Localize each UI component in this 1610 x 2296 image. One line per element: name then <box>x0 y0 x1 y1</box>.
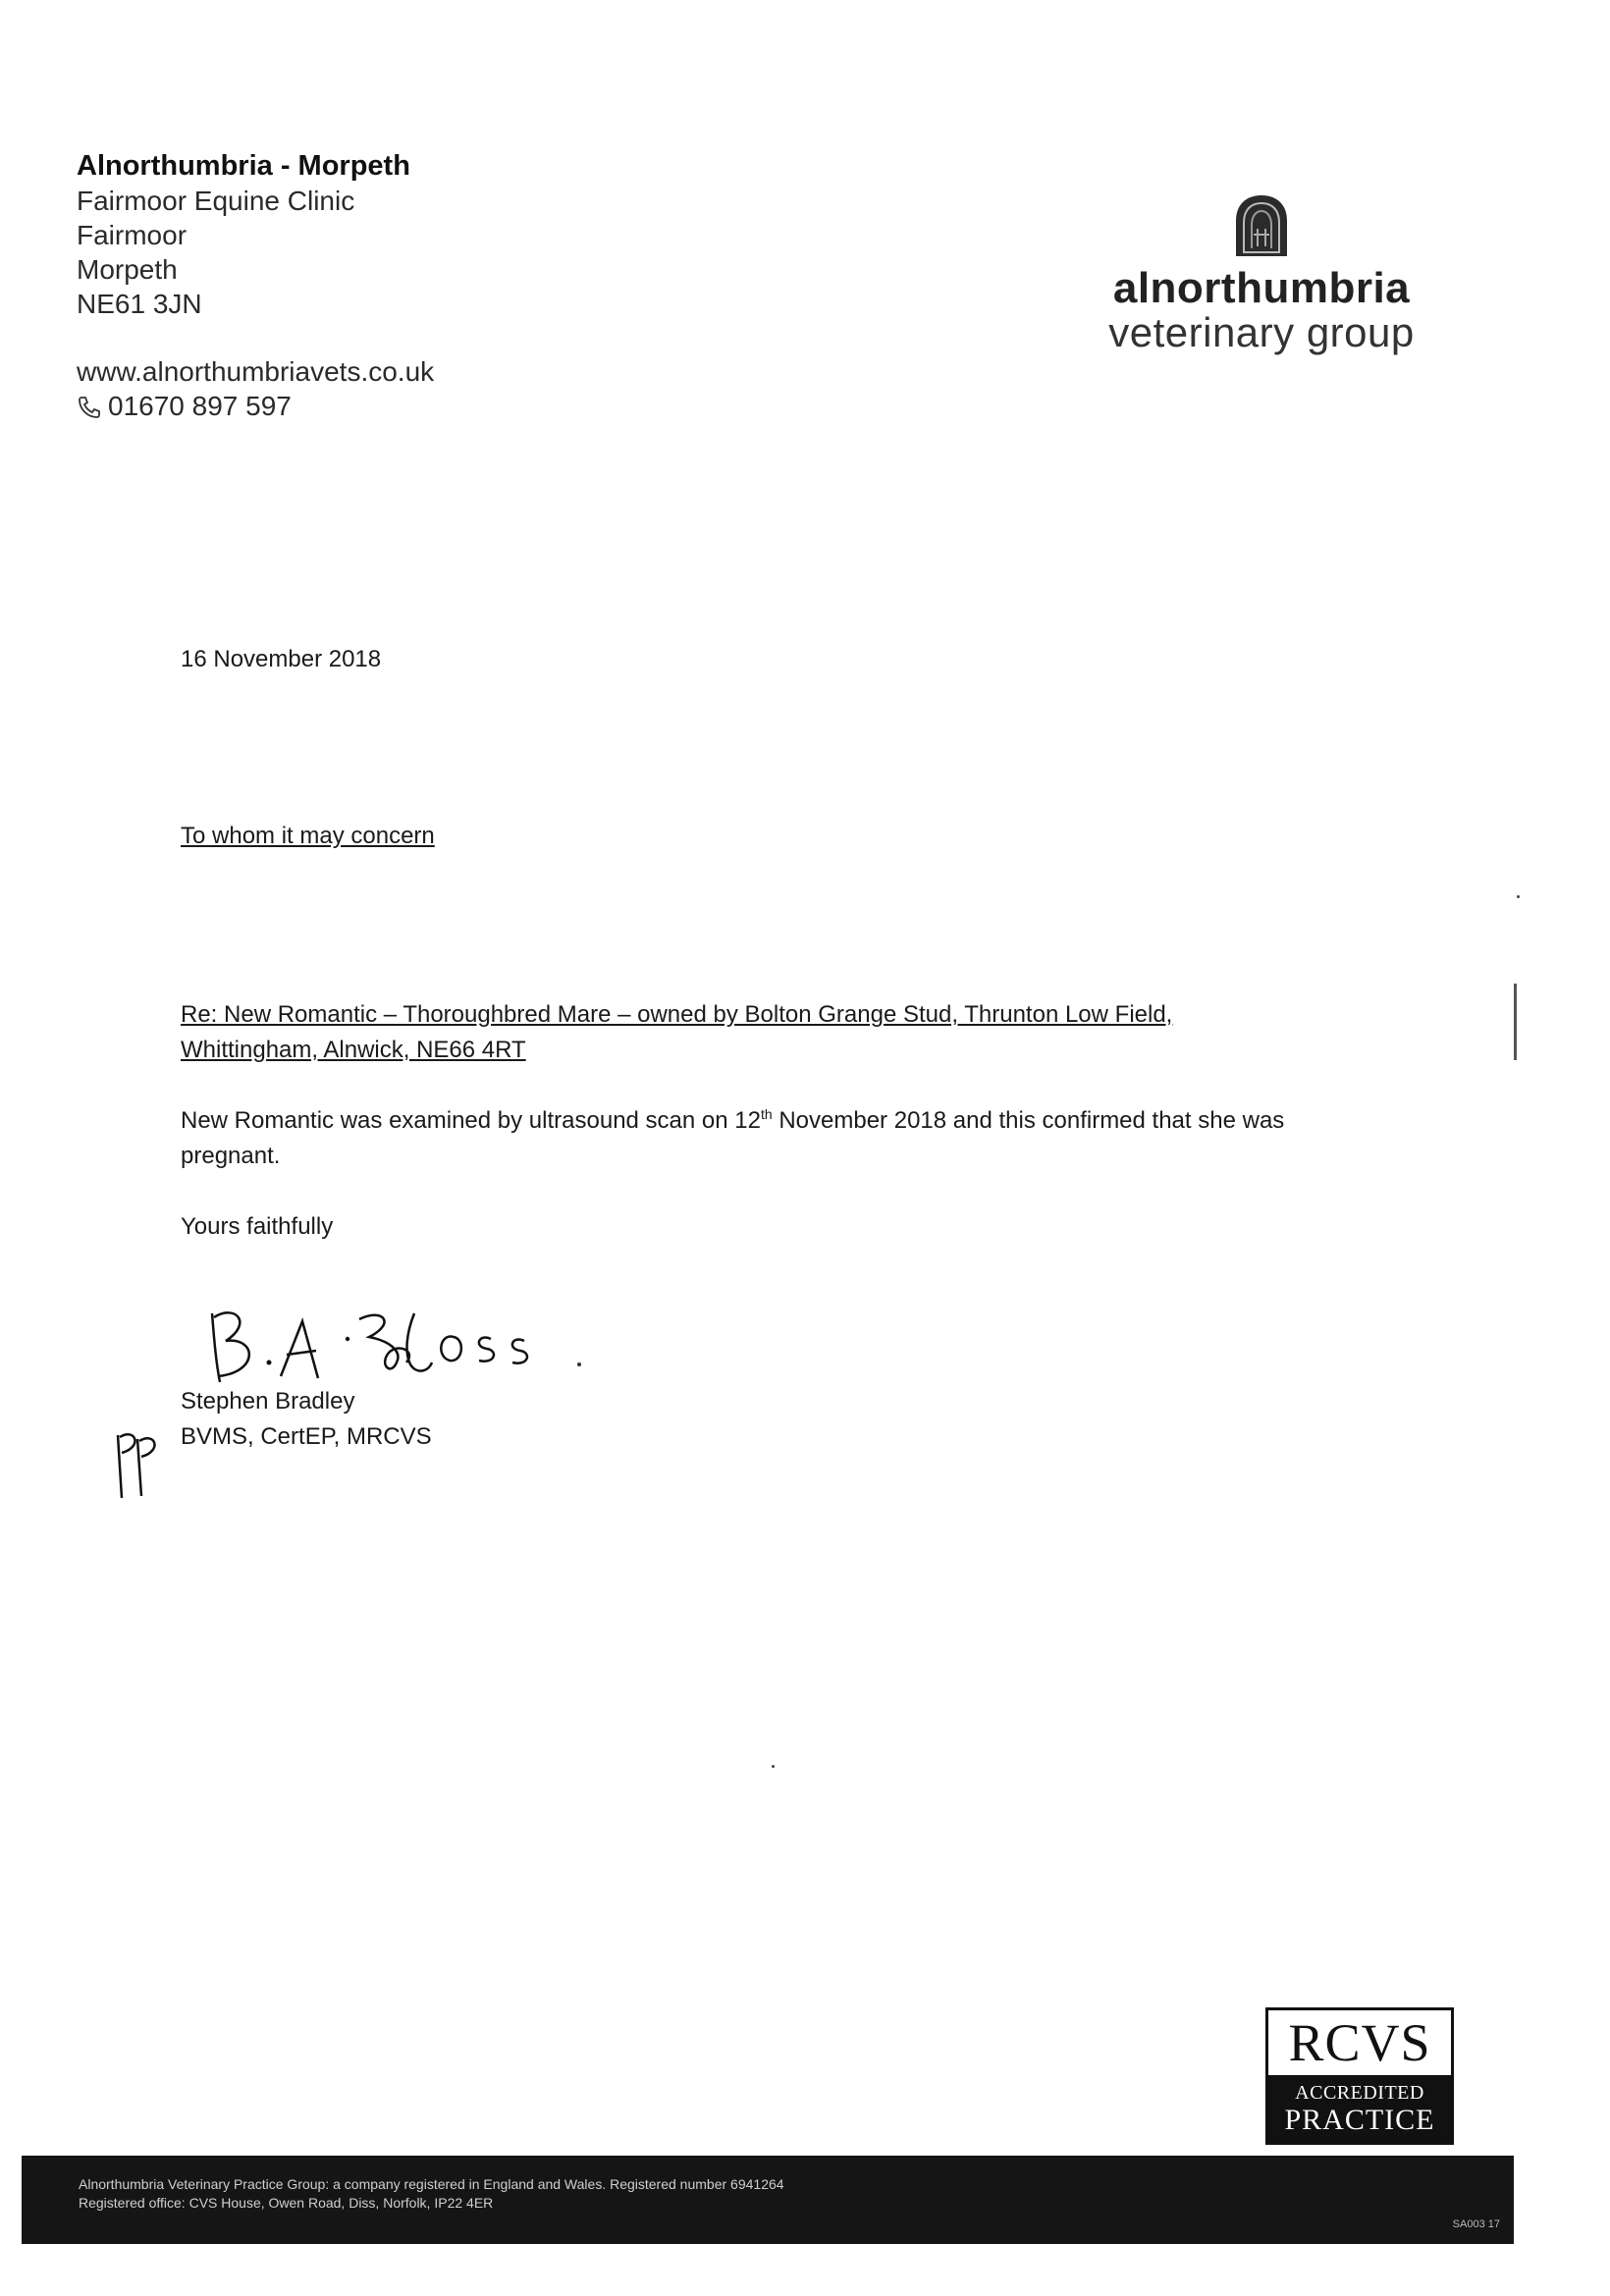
closing: Yours faithfully <box>181 1213 334 1240</box>
horse-head-logo-icon <box>1230 191 1293 262</box>
footer-code: SA003 17 <box>1452 2218 1500 2230</box>
subject-line <box>181 997 1319 1068</box>
footer-text <box>79 2175 784 2213</box>
signatory-name: Stephen Bradley <box>181 1388 355 1415</box>
phone-number: 01670 897 597 <box>108 391 292 421</box>
footer-line: Registered office: CVS House, Owen Road, Diss, Norfolk, IP22 4ER <box>79 2195 494 2211</box>
ordinal-suffix: th <box>760 1106 773 1122</box>
phone-line <box>77 389 434 423</box>
signatory-qualifications: BVMS, CertEP, MRCVS <box>181 1423 432 1450</box>
subject-line-1: Re: New Romantic – Thoroughbred Mare – owned by Bolton Grange Stud, Thrunton Low Field, <box>181 1001 1173 1028</box>
handwritten-pp-mark <box>110 1423 169 1502</box>
subject-line-2: Whittingham, Alnwick, NE66 4RT <box>181 1037 526 1063</box>
address-line: NE61 3JN <box>77 289 202 319</box>
body-paragraph <box>181 1103 1359 1174</box>
scan-artifact <box>772 1765 775 1768</box>
footer-line: Alnorthumbria Veterinary Practice Group: a company registered in England and Wales. Registered number 6941264 <box>79 2176 784 2192</box>
body-text-end: November 2018 and this confirmed that she was pregnant. <box>181 1107 1285 1169</box>
handwritten-signature <box>196 1294 609 1392</box>
address-line: Morpeth <box>77 254 178 285</box>
website-link[interactable]: www.alnorthumbriavets.co.uk <box>77 356 435 387</box>
body-text-start: New Romantic was examined by ultrasound scan on 12 <box>181 1107 761 1134</box>
rcvs-badge-caption <box>1268 2075 1451 2142</box>
sender-org-name: Alnorthumbria - Morpeth <box>77 150 410 182</box>
footer-band <box>22 2156 1514 2244</box>
logo-subtitle: veterinary group <box>1108 309 1415 355</box>
scan-artifact <box>1514 984 1517 1060</box>
salutation: To whom it may concern <box>181 823 435 849</box>
phone-icon <box>77 394 102 419</box>
address-line: Fairmoor Equine Clinic <box>77 186 355 216</box>
scan-artifact <box>1517 895 1520 898</box>
sender-address-block <box>77 149 434 423</box>
badge-line-practice: PRACTICE <box>1284 2104 1435 2136</box>
logo-name: alnorthumbria <box>1112 264 1411 312</box>
signatory-block <box>181 1384 432 1455</box>
address-line: Fairmoor <box>77 220 188 250</box>
letter-date: 16 November 2018 <box>181 646 382 672</box>
company-logo <box>1103 191 1420 354</box>
rcvs-logo-text: RCVS <box>1288 2013 1431 2072</box>
rcvs-accreditation-badge <box>1265 2007 1454 2145</box>
badge-line-accredited: ACCREDITED <box>1295 2082 1424 2104</box>
